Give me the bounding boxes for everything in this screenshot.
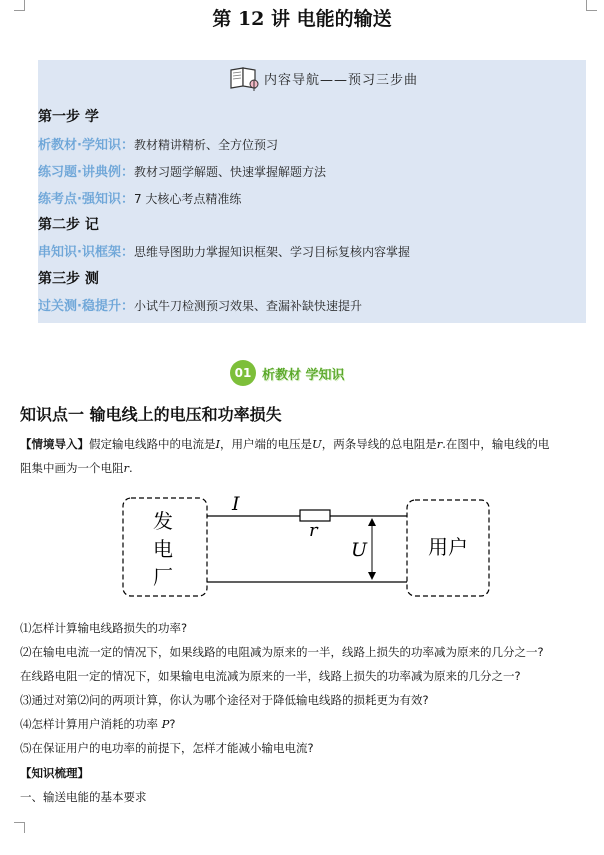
nav-item: 串知识·识框架：思维导图助力掌握知识框架、学习目标复核内容掌握 (38, 245, 410, 260)
nav-item: 过关测·稳提升：小试牛刀检测预习效果、查漏补缺快速提升 (38, 299, 362, 314)
knowledge-point-title: 知识点一 输电线上的电压和功率损失 (20, 405, 282, 424)
nav-item: 练习题·讲典例：教材习题学解题、快速掌握解题方法 (38, 165, 326, 180)
content-navigation-box (38, 60, 586, 323)
user-label: 用户 (428, 535, 468, 559)
power-plant-label: 厂 (153, 565, 173, 589)
step-two: 第二步 记 (38, 217, 99, 233)
voltage-arrow-head (368, 518, 376, 526)
voltage-label: U (351, 539, 368, 561)
page-title: 第 12 讲 电能的输送 (212, 8, 392, 30)
question-3: ⑶通过对第⑵问的两项计算，你认为哪个途径对于降低输电线路的损耗更为有效? (20, 693, 429, 707)
voltage-arrow-head (368, 572, 376, 580)
question-2a: ⑵在输电电流一定的情况下，如果线路的电阻减为原来的一半，线路上损失的功率减为原来的几分之一? (20, 645, 544, 659)
step-one: 第一步 学 (38, 109, 99, 125)
page-corner-mark (14, 822, 25, 833)
nav-header-text: 内容导航——预习三步曲 (264, 72, 419, 88)
nav-item: 析教材·学知识：教材精讲精析、全方位预习 (38, 138, 278, 153)
power-plant-label: 发 (153, 509, 173, 533)
question-4: ⑷怎样计算用户消耗的功率 P? (20, 717, 176, 731)
nav-item: 练考点·强知识：7 大核心考点精准练 (38, 192, 242, 207)
knowledge-sorting-tag: 【知识梳理】 (20, 766, 89, 780)
question-1: ⑴怎样计算输电线路损失的功率? (20, 621, 188, 635)
circuit-diagram (122, 490, 492, 600)
resistance-label: r (309, 520, 318, 541)
power-plant-label: 电 (153, 537, 173, 561)
nav-header (228, 64, 458, 92)
book-icon (228, 64, 262, 92)
current-label: I (232, 493, 240, 515)
intro-paragraph-line1: 【情境导入】假定输电线路中的电流是I，用户端的电压是U，两条导线的总电阻是r.在图中，输电线的电 (20, 437, 550, 451)
section-heading-1: 一、输送电能的基本要求 (20, 790, 147, 804)
question-2b: 在线路电阻一定的情况下，如果输电电流减为原来的一半，线路上损失的功率减为原来的几分之一? (20, 669, 521, 683)
section-badge (230, 360, 370, 386)
intro-paragraph-line2: 阻集中画为一个电阻r. (20, 461, 133, 475)
section-label: 析教材 学知识 (262, 367, 345, 383)
step-three: 第三步 测 (38, 271, 99, 287)
section-number: 01 (230, 360, 256, 386)
question-5: ⑸在保证用户的电功率的前提下，怎样才能减小输电电流? (20, 741, 314, 755)
